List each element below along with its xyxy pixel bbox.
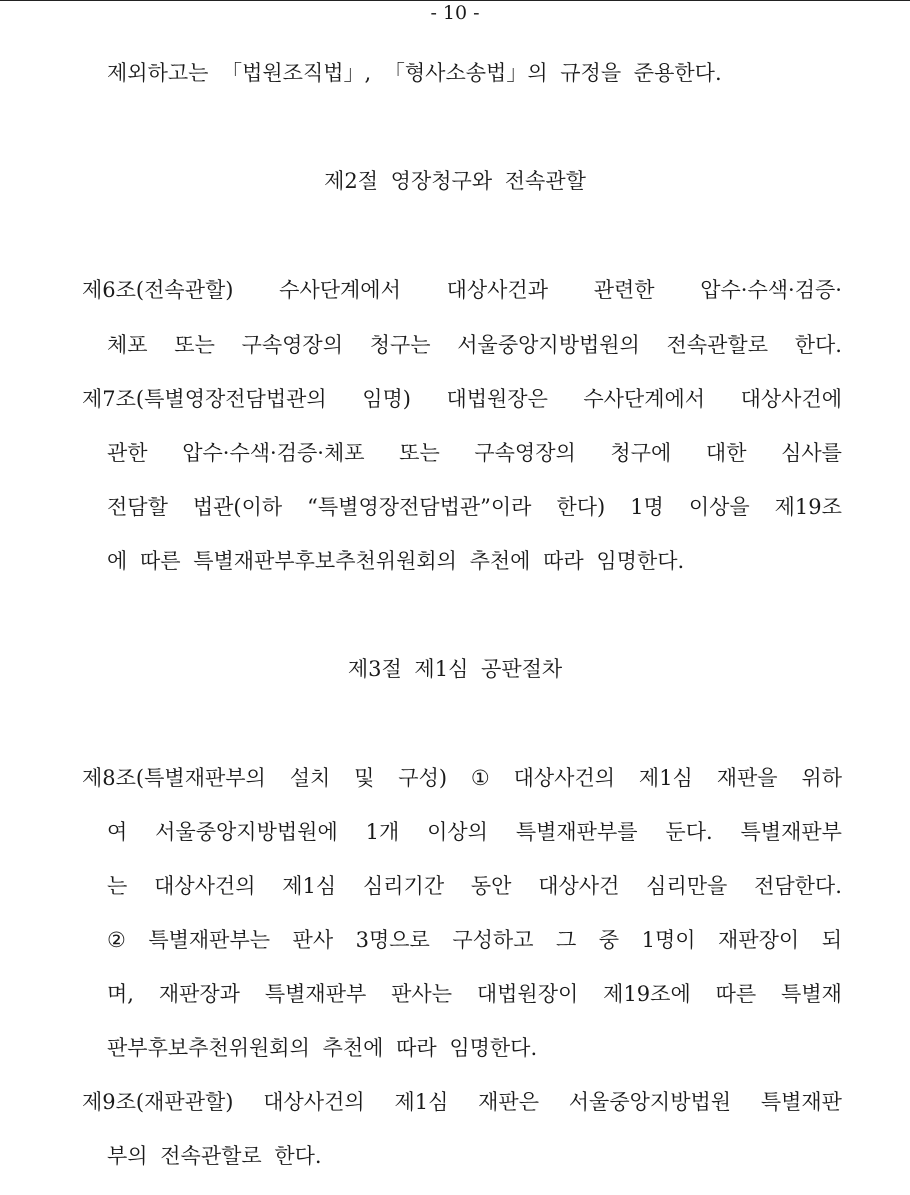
word: 또는 — [174, 333, 215, 357]
word: 제1심 — [638, 766, 693, 790]
word: 제7조(특별영장전담법관의 — [82, 387, 327, 411]
word: 청구에 — [610, 441, 672, 465]
word: 및 — [354, 766, 375, 790]
word: 특별재판부는 — [148, 928, 271, 952]
header-rule — [0, 0, 910, 1]
word: 청구는 — [369, 333, 431, 357]
word: 특별재판부 — [264, 982, 367, 1006]
word: 중 — [598, 928, 620, 952]
word: 체포 — [107, 333, 148, 357]
word: 전담할 — [107, 495, 168, 519]
word: 한다. — [794, 333, 842, 357]
word: 심리만을 — [646, 874, 728, 898]
word: 특별재판 — [760, 1090, 842, 1114]
text-line — [107, 330, 842, 360]
word: 제19조 — [774, 495, 842, 519]
word: 법관(이하 — [192, 495, 283, 519]
text-line: 판부후보추천위원회의 추천에 따라 임명한다. — [107, 1036, 538, 1060]
word: 서울중앙지방법원에 — [155, 820, 338, 844]
text-line — [107, 979, 842, 1009]
word: 재판장과 — [158, 982, 240, 1006]
word: 제1심 — [394, 1090, 449, 1114]
word: ① — [470, 766, 490, 790]
word: 판사 — [292, 928, 334, 952]
word: 제1심 — [282, 874, 337, 898]
word: 압수·수색·검증·체포 — [182, 441, 365, 465]
text-line — [107, 871, 842, 901]
text-line — [107, 817, 842, 847]
word: 위하 — [801, 766, 842, 790]
word: 특별재 — [781, 982, 842, 1006]
word: 특별재판부 — [740, 820, 842, 844]
word: 서울중앙지방법원의 — [457, 333, 640, 357]
word: 수사단계에서 — [583, 387, 706, 411]
text-line: 제외하고는 「법원조직법」, 「형사소송법」의 규정을 준용한다. — [107, 61, 722, 85]
word: 따른 — [715, 982, 757, 1006]
text-line — [82, 763, 842, 793]
word: 심리기간 — [362, 874, 445, 898]
text-line — [82, 384, 842, 414]
word: 전담한다. — [754, 874, 842, 898]
word: 대상사건 — [538, 874, 620, 898]
word: 심사를 — [781, 441, 842, 465]
word: 대법원장이 — [476, 982, 579, 1006]
word: 제6조(전속관할) — [82, 278, 234, 302]
section-heading: 제3절 제1심 공판절차 — [347, 657, 563, 681]
word: 제9조(재판관할) — [82, 1090, 234, 1114]
text-line — [82, 275, 842, 305]
word: 재판은 — [478, 1090, 539, 1114]
word: 전속관할로 — [666, 333, 768, 357]
text-line — [107, 438, 842, 468]
word: 이상을 — [688, 495, 750, 519]
word: 3명으로 — [355, 928, 430, 952]
word: 제8조(특별재판부의 — [82, 766, 266, 790]
word: 수사단계에서 — [279, 278, 401, 302]
word: “특별영장전담법관”이라 — [307, 495, 532, 519]
text-line — [107, 492, 842, 522]
word: 대상사건의 — [513, 766, 616, 790]
word: 둔다. — [665, 820, 713, 844]
word: 압수·수색·검증· — [700, 278, 842, 302]
word: 대상사건에 — [740, 387, 842, 411]
word: 여 — [107, 820, 128, 844]
word: 설치 — [289, 766, 331, 790]
word: 관한 — [107, 441, 148, 465]
word: 동안 — [470, 874, 512, 898]
word: ② — [107, 928, 126, 952]
text-line — [82, 1087, 842, 1117]
word: 되 — [821, 928, 842, 952]
word: 또는 — [399, 441, 440, 465]
word: 한다) — [556, 495, 606, 519]
word: 대한 — [705, 441, 747, 465]
word: 대법원장은 — [446, 387, 548, 411]
word: 임명) — [362, 387, 411, 411]
word: 1명이 — [641, 928, 696, 952]
word: 이상의 — [427, 820, 488, 844]
word: 는 — [107, 874, 128, 898]
word: 대상사건의 — [263, 1090, 365, 1114]
word: 1개 — [365, 820, 400, 844]
word: 대상사건과 — [446, 278, 548, 302]
word: 특별재판부를 — [515, 820, 638, 844]
word: 구성) — [398, 766, 448, 790]
word: 대상사건의 — [154, 874, 256, 898]
word: 구속영장의 — [474, 441, 576, 465]
text-line: 에 따른 특별재판부후보추천위원회의 추천에 따라 임명한다. — [107, 549, 685, 573]
section-heading: 제2절 영장청구와 전속관할 — [324, 169, 586, 193]
word: 제19조에 — [603, 982, 691, 1006]
word: 며, — [107, 982, 134, 1006]
text-line: 부의 전속관할로 한다. — [107, 1144, 322, 1168]
page-number: - 10 - — [430, 2, 480, 24]
word: 재판을 — [716, 766, 778, 790]
text-line — [107, 925, 842, 955]
word: 1명 — [630, 495, 664, 519]
word: 그 — [556, 928, 577, 952]
word: 재판장이 — [718, 928, 800, 952]
word: 판사는 — [391, 982, 452, 1006]
word: 관련한 — [593, 278, 655, 302]
word: 구속영장의 — [241, 333, 343, 357]
word: 서울중앙지방법원 — [568, 1090, 732, 1114]
word: 구성하고 — [452, 928, 534, 952]
